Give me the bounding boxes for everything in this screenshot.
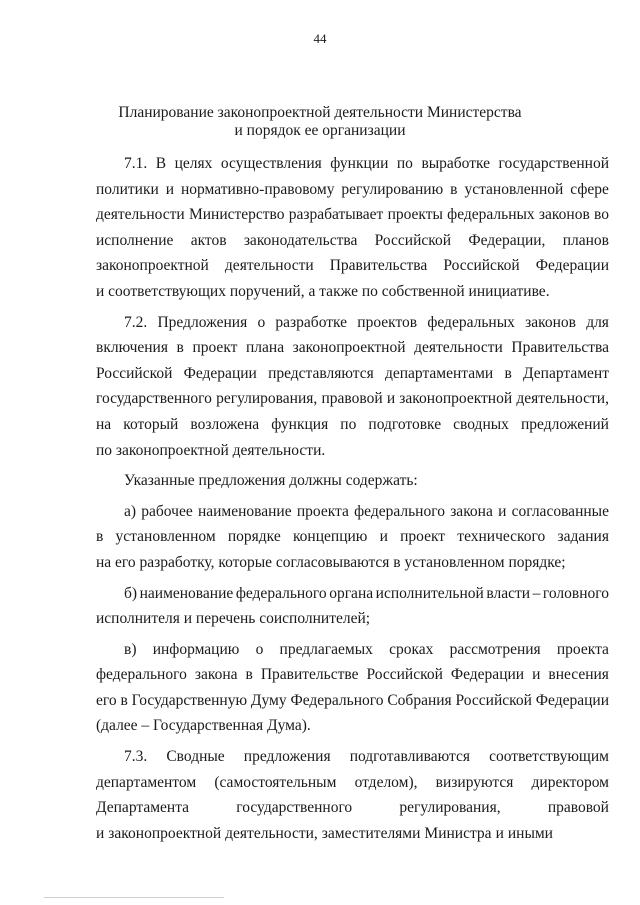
word: деятельности, — [516, 390, 609, 408]
word: установленном — [115, 528, 216, 546]
text-line — [96, 581, 609, 607]
word: о — [257, 313, 266, 331]
word: на его разработку, которые согласовываются в установленном порядке; — [96, 553, 566, 571]
word: во — [593, 206, 609, 224]
word: подготовке — [368, 415, 442, 433]
word: Предложения — [157, 313, 248, 331]
word: и — [379, 528, 388, 546]
word: проектов — [357, 313, 418, 331]
word: по законопроектной деятельности. — [96, 441, 326, 459]
word: предлагаемых — [279, 640, 373, 658]
word: возложена — [190, 415, 260, 433]
word: Федерации — [535, 691, 609, 709]
word: который — [123, 415, 179, 433]
word: включения — [96, 339, 168, 357]
word: разрабатывает — [288, 206, 384, 224]
word: деятельности — [414, 339, 503, 357]
word: установленной — [464, 180, 564, 198]
paragraph-requirements-intro — [96, 468, 609, 494]
word: Департамента — [96, 799, 190, 817]
word: исполнительной — [375, 584, 484, 602]
word: департаментом — [96, 773, 197, 791]
word: Российской — [443, 257, 520, 275]
word: (самостоятельным — [214, 773, 337, 791]
word: в — [504, 364, 512, 382]
word: порядке — [227, 528, 281, 546]
word: Федерации — [535, 257, 609, 275]
word: проекта — [296, 502, 349, 520]
word: Указанные предложения должны содержать: — [124, 472, 418, 490]
word: Министра — [424, 824, 492, 842]
word: проект — [400, 528, 446, 546]
word: осуществления — [220, 155, 322, 172]
text-line — [96, 524, 609, 550]
paragraph-item-v — [96, 637, 609, 739]
word: федеральных — [427, 313, 515, 331]
word: Федерации — [183, 364, 257, 382]
text-line — [96, 688, 609, 714]
word: власти — [486, 584, 531, 602]
text-line — [96, 279, 609, 305]
word: разработке — [275, 313, 348, 331]
word: исполнение — [96, 231, 174, 249]
word: федерального — [354, 502, 445, 520]
word: Правительстве — [260, 666, 359, 684]
word: и — [532, 666, 541, 684]
word: исполнителя и перечень соисполнителей; — [96, 610, 371, 628]
text-line — [96, 202, 609, 228]
word: Сводные — [166, 748, 225, 766]
word: головного — [542, 584, 609, 602]
word: федеральных — [447, 206, 535, 224]
text-line — [96, 253, 609, 279]
text-line — [96, 361, 609, 387]
word: плана — [246, 339, 285, 357]
page-number: 44 — [313, 31, 327, 46]
word: в — [96, 528, 104, 546]
word: законопроектной — [96, 257, 209, 275]
text-line — [96, 438, 609, 464]
word: политики — [96, 180, 159, 198]
word: представляются — [268, 364, 374, 382]
word: федерального — [235, 584, 327, 602]
word: в — [120, 691, 128, 709]
word: внесения — [548, 666, 609, 684]
word: Российской — [374, 231, 452, 249]
word: Федерации — [450, 666, 525, 684]
word: в — [245, 666, 253, 684]
text-line — [96, 795, 609, 821]
paragraph-item-a — [96, 499, 609, 576]
text-line — [96, 662, 609, 688]
word: в — [176, 339, 184, 357]
document-body — [96, 151, 609, 846]
word: федерального — [96, 666, 187, 684]
word: функции — [330, 155, 389, 172]
word: проект — [192, 339, 238, 357]
word: согласованные — [511, 502, 609, 520]
word: подготавливаются — [349, 748, 471, 766]
word: предложений — [520, 415, 609, 433]
word: и — [96, 824, 105, 842]
paragraph-7-2 — [96, 310, 609, 464]
word: регулированию — [341, 180, 444, 198]
word: Российской — [96, 364, 173, 382]
word: для — [586, 313, 609, 331]
word: Думу — [250, 691, 287, 709]
text-line — [96, 177, 609, 203]
word: правовой — [321, 390, 383, 408]
word: наименование — [139, 584, 234, 602]
word: закона — [450, 502, 493, 520]
word: рабочее — [141, 502, 193, 520]
word: Российской — [366, 666, 443, 684]
word: его — [96, 691, 117, 709]
word: и — [386, 390, 396, 408]
scan-artifact-line — [44, 897, 224, 898]
word: проекта — [556, 640, 609, 658]
text-line — [96, 468, 609, 494]
word: законопроектной — [108, 824, 222, 842]
word: иными — [507, 824, 553, 842]
word: Министерство — [188, 206, 285, 224]
paragraph-7-1 — [96, 151, 609, 305]
word: законопроектной — [399, 390, 513, 408]
word: о — [255, 640, 264, 658]
word: Государственную — [131, 691, 248, 709]
word: Департамент — [523, 364, 609, 382]
word: нормативно-правовому — [181, 180, 335, 198]
word: органа — [329, 584, 374, 602]
word: отделом), — [354, 773, 418, 791]
word: Федерации, — [468, 231, 546, 249]
word: задания — [557, 528, 609, 546]
word: 7.1. — [124, 155, 148, 172]
word: визируются — [435, 773, 514, 791]
word: б) — [124, 584, 138, 602]
text-line — [96, 151, 609, 177]
heading-line-2: и порядок ее организации — [234, 122, 406, 139]
text-line — [96, 606, 609, 632]
word: соответствующим — [489, 748, 609, 766]
word: а) — [124, 502, 137, 520]
text-line — [96, 744, 609, 770]
text-line — [96, 310, 609, 336]
word: деятельности, — [225, 824, 318, 842]
word: в — [450, 180, 458, 198]
word: проекты — [387, 206, 443, 224]
word: по — [396, 155, 413, 172]
word: Российской — [455, 691, 532, 709]
text-line — [96, 637, 609, 663]
text-line — [96, 335, 609, 361]
word: и — [495, 824, 504, 842]
word: сводных — [453, 415, 509, 433]
heading-line-1: Планирование законопроектной деятельности Министерства — [118, 104, 522, 121]
word: Собрания — [387, 691, 452, 709]
word: законов — [525, 313, 576, 331]
word: Федерального — [290, 691, 384, 709]
word: концепцию — [292, 528, 368, 546]
word: технического — [457, 528, 546, 546]
word: наименование — [197, 502, 292, 520]
word: на — [96, 415, 112, 433]
word: и — [165, 180, 175, 198]
text-line — [96, 550, 609, 576]
word: департаментами — [384, 364, 494, 382]
word: Правительства — [329, 257, 428, 275]
word: Правительства — [511, 339, 609, 357]
text-line — [96, 386, 609, 412]
word: функция — [271, 415, 329, 433]
word: законодательства — [243, 231, 358, 249]
text-line — [96, 228, 609, 254]
word: деятельности — [224, 257, 314, 275]
word: сроках — [389, 640, 434, 658]
word: директором — [531, 773, 609, 791]
paragraph-item-b — [96, 581, 609, 632]
word: информацию — [152, 640, 240, 658]
word: рассмотрения — [449, 640, 541, 658]
text-line — [96, 821, 609, 847]
word: заместителями — [321, 824, 421, 842]
word: целях — [174, 155, 213, 172]
word: в) — [124, 640, 137, 658]
word: планов — [562, 231, 609, 249]
word: правовой — [547, 799, 609, 817]
word: регулирования, — [399, 799, 501, 817]
word: по — [340, 415, 357, 433]
word: законов — [538, 206, 590, 224]
word: предложения — [243, 748, 331, 766]
word: – — [532, 584, 541, 602]
word: актов — [190, 231, 227, 249]
word: и — [498, 502, 507, 520]
word: выработке — [421, 155, 491, 172]
word: государственного — [236, 799, 353, 817]
word: государственной — [498, 155, 609, 172]
text-line — [96, 770, 609, 796]
word: государственного — [96, 390, 212, 408]
word: закона — [194, 666, 238, 684]
paragraph-7-3 — [96, 744, 609, 846]
word: 7.2. — [124, 313, 148, 331]
text-line — [96, 412, 609, 438]
text-line — [96, 499, 609, 525]
section-heading — [0, 104, 640, 140]
text-line — [96, 713, 609, 739]
word: законопроектной — [292, 339, 406, 357]
word: В — [155, 155, 167, 172]
word: регулирования, — [216, 390, 318, 408]
word: (далее – Государственная Дума). — [96, 717, 311, 735]
word: сфере — [570, 180, 609, 198]
word: деятельности — [96, 206, 185, 224]
word: 7.3. — [124, 748, 148, 766]
word: и соответствующих поручений, а также по собственной инициативе. — [96, 282, 550, 300]
